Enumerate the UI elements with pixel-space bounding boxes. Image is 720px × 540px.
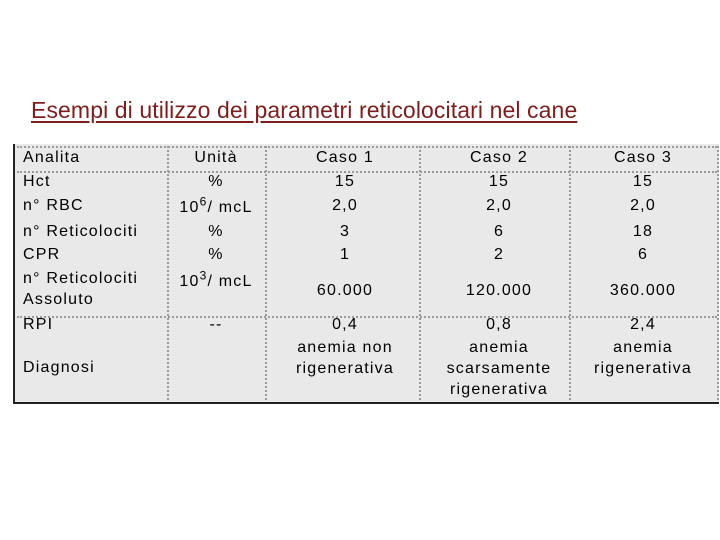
hct-caso3: 15 xyxy=(632,173,654,190)
diagnosi-caso1-line1: anemia non xyxy=(297,339,393,356)
row-unit-reticolociti-assoluto xyxy=(167,268,265,293)
rpi-caso1: 0,4 xyxy=(332,316,358,333)
rbc-caso2: 2,0 xyxy=(486,197,512,214)
row-label-reticolociti: n° Reticolociti xyxy=(23,223,139,240)
row-unit-rpi: -- xyxy=(209,316,223,333)
reticolociti-caso2: 6 xyxy=(493,223,505,240)
hct-caso2: 15 xyxy=(488,173,510,190)
rpi-caso2: 0,8 xyxy=(486,316,512,333)
rbc-caso3: 2,0 xyxy=(630,197,656,214)
reticolociti-assoluto-caso1: 60.000 xyxy=(316,282,374,299)
unit-rest: / mcL xyxy=(207,273,253,290)
cpr-caso2: 2 xyxy=(493,246,505,263)
slide-title: Esempi di utilizzo dei parametri reticolocitari nel cane xyxy=(31,97,578,123)
unit-exponent: 6 xyxy=(199,194,208,209)
header-caso2: Caso 2 xyxy=(470,149,528,166)
row-unit-rbc xyxy=(167,194,265,219)
row-label-rbc: n° RBC xyxy=(23,197,84,214)
diagnosi-caso1-line2: rigenerativa xyxy=(295,360,394,377)
data-table xyxy=(13,144,719,404)
cpr-caso3: 6 xyxy=(637,246,649,263)
diagnosi-caso2-line1: anemia xyxy=(469,339,529,356)
row-unit-cpr: % xyxy=(208,246,224,263)
header-caso3: Caso 3 xyxy=(614,149,672,166)
reticolociti-assoluto-caso2: 120.000 xyxy=(465,282,533,299)
row-label-hct: Hct xyxy=(23,173,51,190)
row-label-reticolociti-assoluto-1: n° Reticolociti xyxy=(23,270,139,287)
row-unit-reticolociti: % xyxy=(208,223,224,240)
column-divider xyxy=(717,146,719,400)
column-divider xyxy=(265,146,267,400)
column-divider xyxy=(569,146,571,400)
rbc-caso1: 2,0 xyxy=(332,197,358,214)
unit-exponent: 3 xyxy=(199,268,208,283)
rpi-caso3: 2,4 xyxy=(630,316,656,333)
header-caso1: Caso 1 xyxy=(316,149,374,166)
unit-rest: / mcL xyxy=(207,199,253,216)
row-unit-hct: % xyxy=(208,173,224,190)
hct-caso1: 15 xyxy=(334,173,356,190)
reticolociti-caso3: 18 xyxy=(632,223,654,240)
cpr-caso1: 1 xyxy=(339,246,351,263)
row-label-cpr: CPR xyxy=(23,246,61,263)
header-analita: Analita xyxy=(23,149,81,166)
reticolociti-caso1: 3 xyxy=(339,223,351,240)
unit-base: 10 xyxy=(179,199,200,216)
diagnosi-caso3-line1: anemia xyxy=(613,339,673,356)
row-label-reticolociti-assoluto-2: Assoluto xyxy=(23,291,94,308)
header-unita: Unità xyxy=(194,149,238,166)
reticolociti-assoluto-caso3: 360.000 xyxy=(609,282,677,299)
diagnosi-caso3-line2: rigenerativa xyxy=(593,360,692,377)
row-label-rpi: RPI xyxy=(23,316,54,333)
diagnosi-caso2-line3: rigenerativa xyxy=(449,381,548,398)
diagnosi-caso2-line2: scarsamente xyxy=(446,360,552,377)
row-label-diagnosi: Diagnosi xyxy=(23,359,95,376)
unit-base: 10 xyxy=(179,273,200,290)
column-divider xyxy=(419,146,421,400)
